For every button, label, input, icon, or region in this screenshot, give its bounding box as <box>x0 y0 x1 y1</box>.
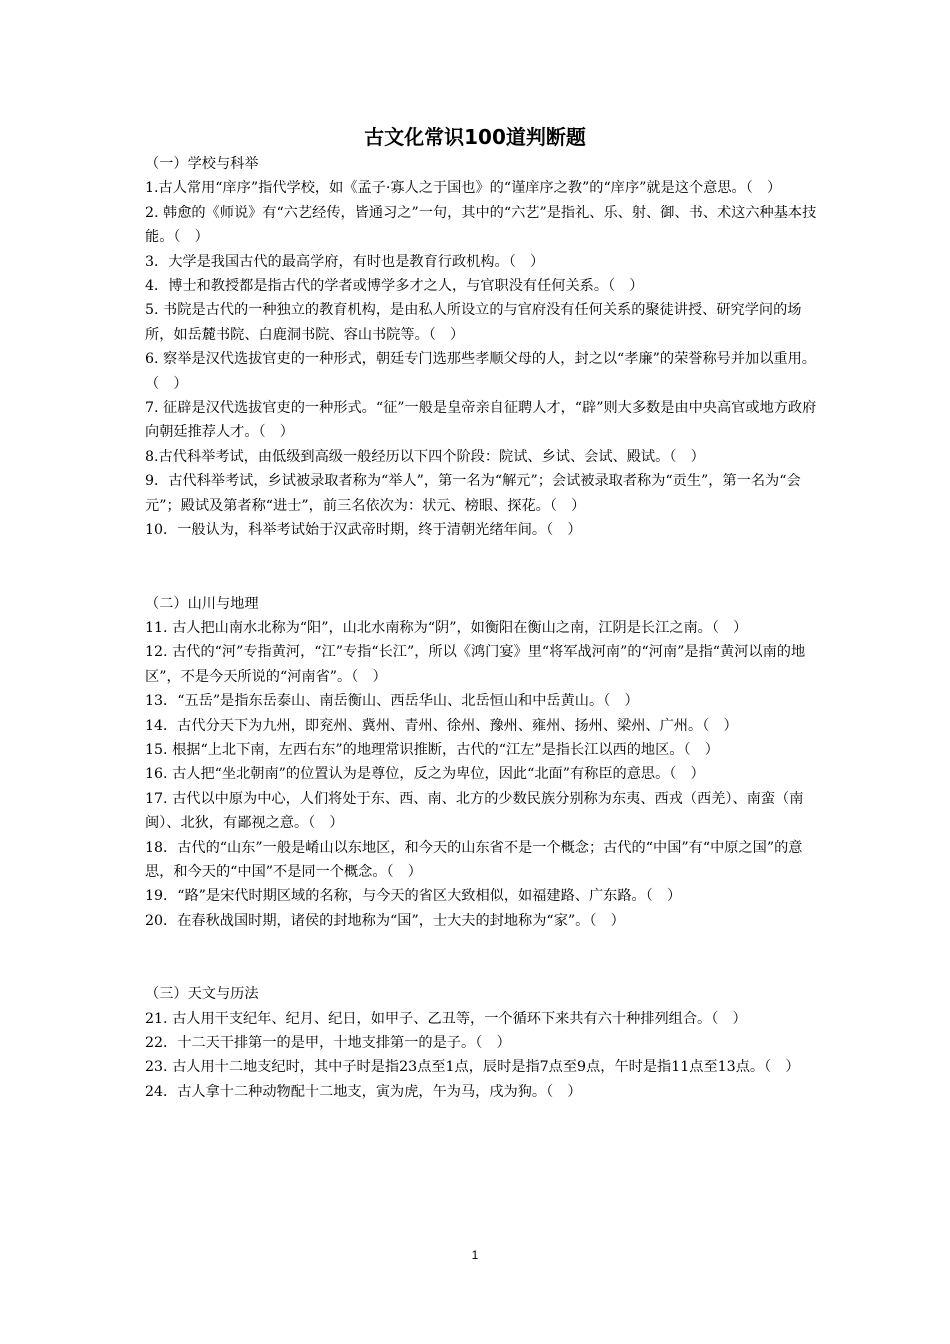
question-item: 12. 古代的“河”专指黄河，“江”专指“长江”，所以《鸿门宴》里“将军战河南”的“河南”是指“黄河以南的地区”，不是今天所说的“河南省”。（ ） <box>145 644 806 685</box>
section-heading: （一）学校与科举 <box>145 156 259 172</box>
question-item: 5. 书院是古代的一种独立的教育机构，是由私人所设立的与官府没有任何关系的聚徒讲授、研究学问的场所，如岳麓书院、白鹿洞书院、容山书院等。（ ） <box>145 302 802 343</box>
question-item: 7. 征辟是汉代选拔官吏的一种形式。“征”一般是皇帝亲自征聘人才，“辟”则大多数是由中央高官或地方政府向朝廷推荐人才。（ ） <box>145 400 817 441</box>
question-item: 10．一般认为，科举考试始于汉武帝时期，终于清朝光绪年间。（ ） <box>145 522 582 539</box>
question-item: 13．“五岳”是指东岳泰山、南岳衡山、西岳华山、北岳恒山和中岳黄山。（ ） <box>145 693 639 710</box>
question-item: 20．在春秋战国时期，诸侯的封地称为“国”，士大夫的封地称为“家”。（ ） <box>145 912 625 929</box>
question-item: 18．古代的“山东”一般是崤山以东地区，和今天的山东省不是一个概念；古代的“中国”有“中原之国”的意思，和今天的“中国”不是同一个概念。（ ） <box>145 839 803 880</box>
page-number: 1 <box>471 1248 479 1262</box>
question-item: 3．大学是我国古代的最高学府，有时也是教育行政机构。（ ） <box>145 253 545 270</box>
question-item: 17. 古代以中原为中心，人们将处于东、西、南、北方的少数民族分别称为东夷、西戎（西羌）、南蛮（南闽）、北狄，有鄙视之意。（ ） <box>145 790 804 832</box>
question-item: 4．博士和教授都是指古代的学者或博学多才之人，与官职没有任何关系。（ ） <box>145 278 644 295</box>
question-item: 11. 古人把山南水北称为“阳”，山北水南称为“阴”，如衡阳在衡山之南，江阴是长江之南。（ ） <box>145 619 748 636</box>
question-item: 2. 韩愈的《师说》有“六艺经传，皆通习之”一句，其中的“六艺”是指礼、乐、射、御、书、术这六种基本技能。（ ） <box>145 204 817 246</box>
question-item: 19．“路”是宋代时期区域的名称，与今天的省区大致相似，如福建路、广东路。（ ） <box>145 888 682 905</box>
document-body <box>145 152 825 1104</box>
section-heading: （二）山川与地理 <box>145 595 259 612</box>
question-item: 22．十二天干排第一的是甲，十地支排第一的是子。（ ） <box>145 1035 511 1051</box>
question-item: 16. 古人把“坐北朝南”的位置认为是尊位，反之为卑位，因此“北面”有称臣的意思。（ ） <box>145 766 705 783</box>
question-item: 23. 古人用十二地支纪时，其中子时是指23点至1点，辰时是指7点至9点，午时是指11点至13点。（ ） <box>145 1059 800 1076</box>
question-item: 6. 察举是汉代选拔官吏的一种形式，朝廷专门选那些孝顺父母的人，封之以“孝廉”的荣誉称号并加以重用。（ ） <box>145 351 816 392</box>
section-gap <box>145 933 825 982</box>
section-gap <box>145 543 825 592</box>
question-item: 8.古代科举考试，由低级到高级一般经历以下四个阶段：院试、乡试、会试、殿试。（ ） <box>145 448 705 465</box>
section-astronomy-and-calendar <box>145 982 825 1104</box>
question-item: 9．古代科举考试，乡试被录取者称为“举人”，第一名为“解元”；会试被录取者称为“贡生”，第一名为“会元”；殿试及第者称“进士”，前三名依次为：状元、榜眼、探花。（ ） <box>145 473 801 514</box>
question-item: 1.古人常用“庠序”指代学校，如《孟子·寡人之于国也》的“谨庠序之教”的“庠序”就是这个意思。（ ） <box>145 180 782 197</box>
question-item: 14．古代分天下为九州，即兖州、冀州、青州、徐州、豫州、雍州、扬州、梁州、广州。（ ） <box>145 717 738 734</box>
section-mountains-and-geography <box>145 592 825 934</box>
section-schools-and-exams <box>145 152 825 543</box>
section-heading: （三）天文与历法 <box>145 986 259 1003</box>
document-title: 古文化常识100道判断题 <box>364 125 586 149</box>
question-item: 24．古人拿十二种动物配十二地支，寅为虎，午为马，戌为狗。（ ） <box>145 1083 582 1100</box>
question-item: 21. 古人用干支纪年、纪月、纪日，如甲子、乙丑等，一个循环下来共有六十种排列组合。（ ） <box>145 1010 747 1027</box>
question-item: 15. 根据“上北下南，左西右东”的地理常识推断，古代的“江左”是指长江以西的地区。（ ） <box>145 741 719 758</box>
